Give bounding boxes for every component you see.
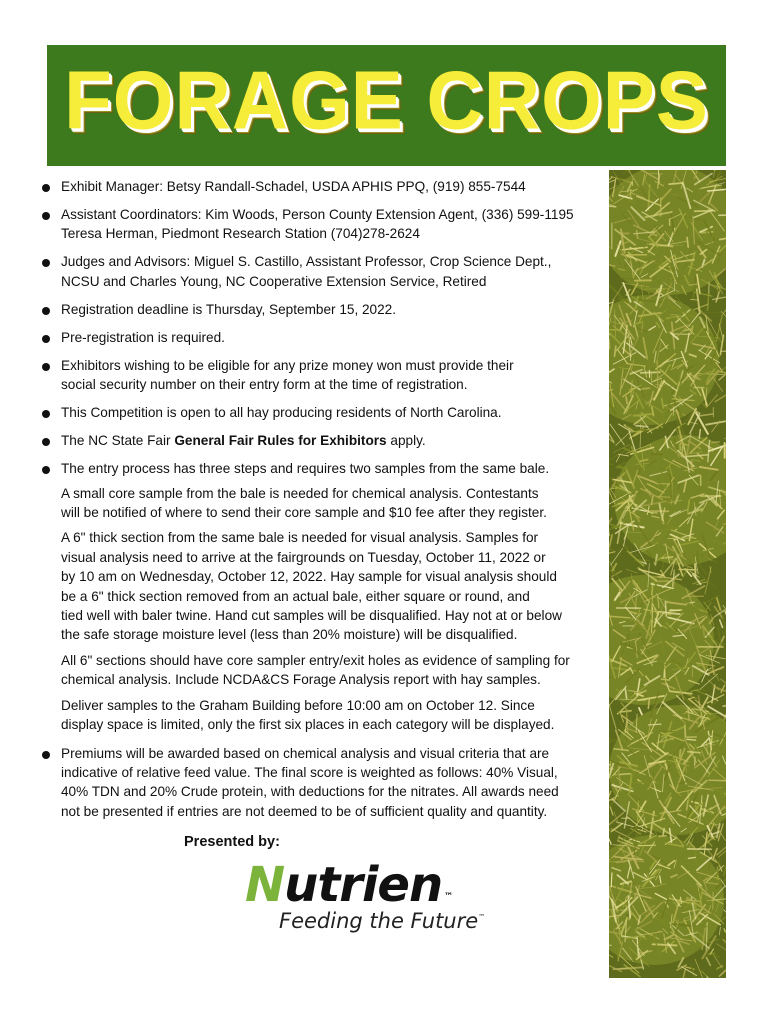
paragraph-visual-sample: A 6" thick section from the same bale is needed for visual analysis. Samples for visual analysis need to arrive at the fairgrounds on Tuesday, October 11, 2022 or by 10 am on Wednesday, October 12, 2022. Hay sample for visual analysis should be a 6" thick section removed from an actual bale, either square or round, and tied well with baler twine. Hand cut samples will be disqualified. Hay not at or below the safe storage moisture level (less than 20% moisture) will be disqualified. <box>61 530 562 643</box>
title-banner <box>47 45 726 166</box>
bullet-entry-process <box>42 459 598 478</box>
logo-text: Nutrien <box>245 857 443 913</box>
bullet-registration-deadline <box>42 300 598 319</box>
logo-wordmark <box>245 857 485 913</box>
bullet-dot <box>42 259 50 267</box>
bullet-dot <box>42 184 50 192</box>
bullet-premiums <box>42 744 598 822</box>
bullet-text: Assistant Coordinators: Kim Woods, Person County Extension Agent, (336) 599-1195 Teresa Herman, Piedmont Research Station (704)278-2624 <box>61 207 574 242</box>
logo-trademark: ™ <box>444 892 453 902</box>
info-list <box>42 177 598 830</box>
bullet-dot <box>42 466 50 474</box>
tagline-trademark: ™ <box>478 913 486 921</box>
paragraph-core-sample: A small core sample from the bale is needed for chemical analysis. Contestants will be notified of where to send their core sample and $10 fee after they register. <box>61 485 547 521</box>
page-title: FORAGE CROPS <box>64 53 709 147</box>
bullet-dot <box>42 410 50 418</box>
bullet-text: Judges and Advisors: Miguel S. Castillo, Assistant Professor, Crop Science Dept., NCSU and Charles Young, NC Cooperative Extension Service, Retired <box>61 254 552 289</box>
bullet-text: Exhibitors wishing to be eligible for any prize money won must provide their social security number on their entry form at the time of registration. <box>61 357 514 393</box>
bullet-dot <box>42 335 50 343</box>
paragraph-sampler-holes: All 6" sections should have core sampler entry/exit holes as evidence of sampling for chemical analysis. Include NCDA&CS Forage Analysis report with hay samples. <box>61 652 570 688</box>
fair-rules-link-text: General Fair Rules for Exhibitors <box>174 433 387 449</box>
bullet-text: The entry process has three steps and requires two samples from the same bale. <box>61 461 550 477</box>
bullet-text: The NC State Fair General Fair Rules for Exhibitors apply. <box>61 433 426 449</box>
bullet-assistant-coordinators <box>42 205 598 244</box>
bullet-dot <box>42 438 50 446</box>
bullet-dot <box>42 363 50 371</box>
bullet-eligibility <box>42 403 598 422</box>
paragraph-delivery: Deliver samples to the Graham Building before 10:00 am on October 12. Since display space is limited, only the first six places in each category will be displayed. <box>61 697 555 733</box>
bullet-text: Premiums will be awarded based on chemical analysis and visual criteria that are indicative of relative feed value. The final score is weighted as follows: 40% Visual, 40% TDN and 20% Crude protein, with deductions for the nitrates. All awards need not be presented if entries are not deemed to be of sufficient quality and quantity. <box>61 745 559 819</box>
bullet-dot <box>42 307 50 315</box>
hay-bale-photo <box>609 170 726 978</box>
presented-by-label: Presented by: <box>184 834 280 850</box>
bullet-text: Pre-registration is required. <box>61 329 225 345</box>
bullet-text: Registration deadline is Thursday, September 15, 2022. <box>61 301 397 317</box>
bullet-dot <box>42 212 50 220</box>
bullet-fair-rules <box>42 431 598 450</box>
bullet-judges-advisors <box>42 252 598 291</box>
nutrien-logo <box>245 857 485 933</box>
logo-tagline <box>279 909 485 933</box>
bullet-pre-registration <box>42 328 598 347</box>
bullet-prize-money <box>42 356 598 395</box>
bullet-exhibit-manager <box>42 177 598 196</box>
tagline-text: Feeding the Future <box>279 909 479 933</box>
bullet-text: Exhibit Manager: Betsy Randall-Schadel, USDA APHIS PPQ, (919) 855-7544 <box>61 179 526 194</box>
bullet-dot <box>42 751 50 759</box>
bullet-text: This Competition is open to all hay producing residents of North Carolina. <box>61 405 502 421</box>
